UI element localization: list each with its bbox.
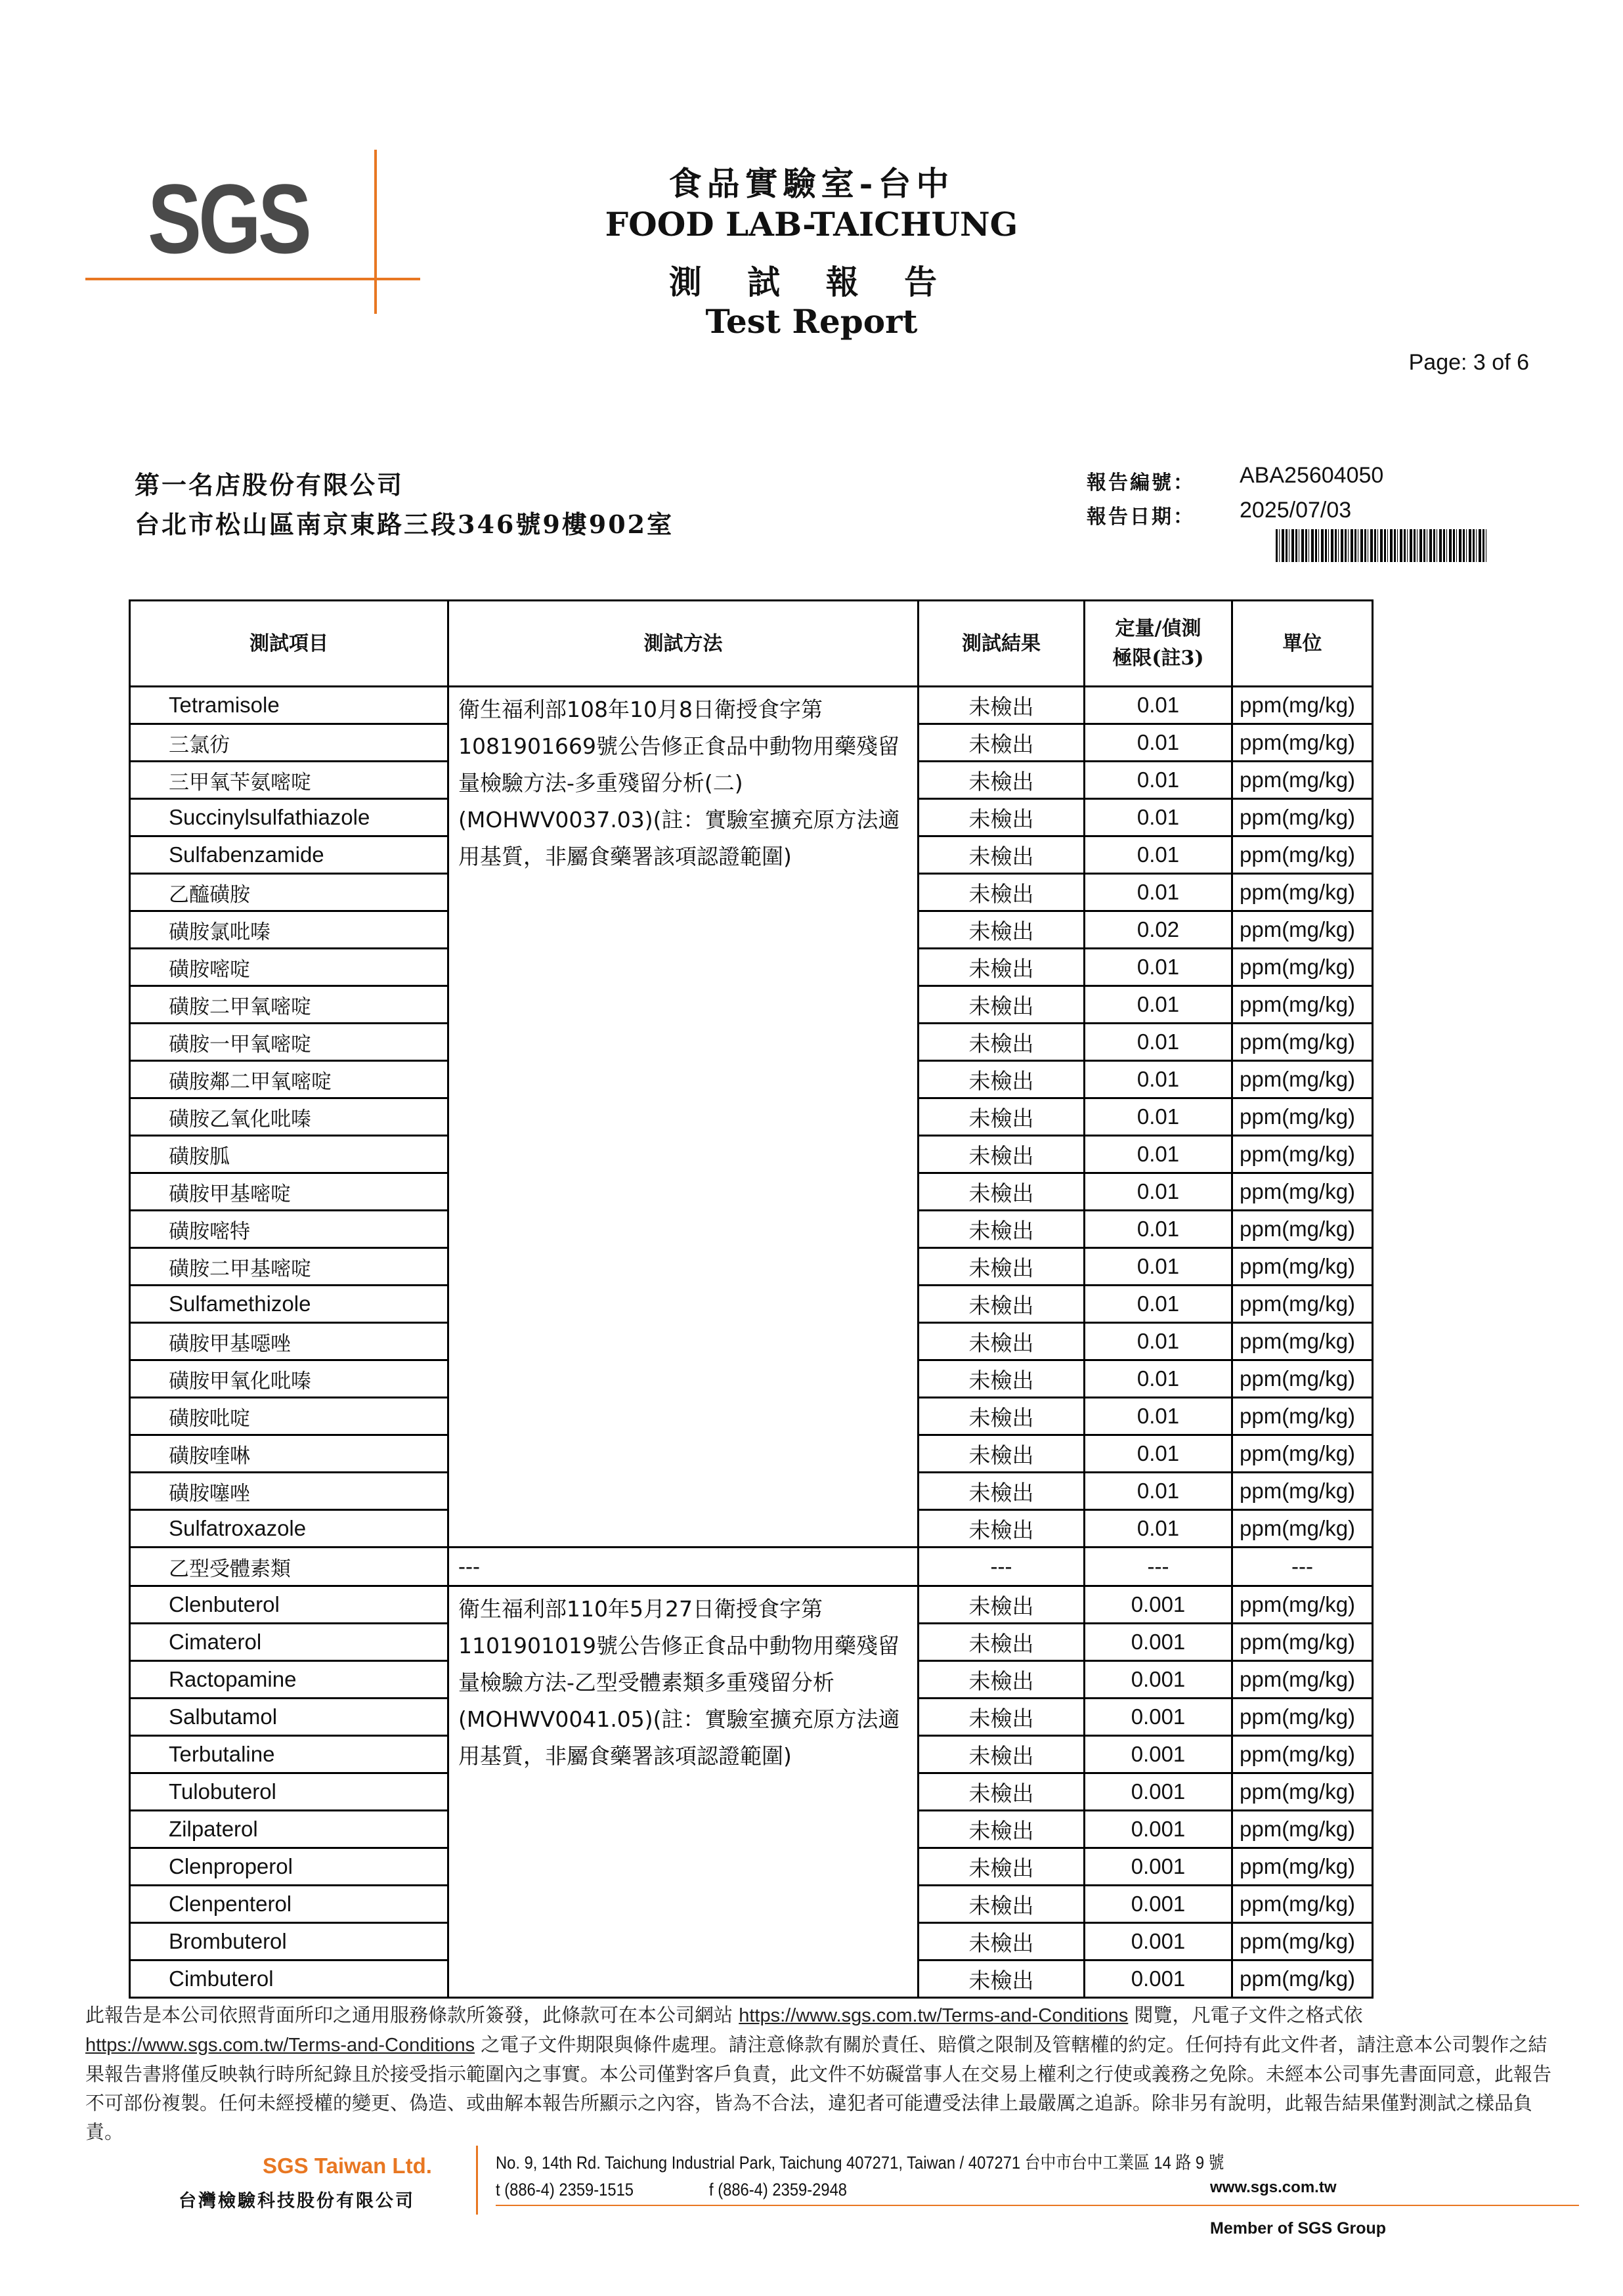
cell-result: 未檢出 [919,1286,1085,1323]
cell-result: 未檢出 [919,1886,1085,1923]
footer-telephone: t (886-4) 2359-1515 [496,2180,634,2199]
cell-unit: ppm(mg/kg) [1232,1510,1373,1548]
cell-limit: 0.01 [1085,1286,1232,1323]
cell-limit: 0.001 [1085,1661,1232,1699]
cell-unit: ppm(mg/kg) [1232,1473,1373,1510]
report-number-label: 報告編號： [1087,471,1195,494]
terms-link-2[interactable]: https://www.sgs.com.tw/Terms-and-Conditions [85,2035,475,2056]
cell-result: 未檢出 [919,1061,1085,1098]
cell-unit: ppm(mg/kg) [1232,986,1373,1024]
title-zh: 食品實驗室-台中 [668,164,955,203]
cell-item: Sulfamethizole [130,1286,448,1323]
cell-unit: ppm(mg/kg) [1232,1699,1373,1736]
cell-item: Clenproperol [130,1848,448,1886]
results-table [129,599,1374,1999]
cell-limit: 0.01 [1085,1473,1232,1510]
client-name: 第一名店股份有限公司 [135,470,404,500]
cell-limit: 0.02 [1085,911,1232,949]
cell-result: 未檢出 [919,1661,1085,1699]
cell-item: Sulfabenzamide [130,836,448,874]
cell-result: 未檢出 [919,799,1085,836]
cell-limit: 0.01 [1085,687,1232,724]
footer-company-en: SGS Taiwan Ltd. [263,2154,432,2178]
cell-item: Terbutaline [130,1736,448,1773]
cell-result: 未檢出 [919,949,1085,986]
table-header-row [130,601,1373,687]
cell-item: Succinylsulfathiazole [130,799,448,836]
header-unit: 單位 [1232,601,1373,687]
cell-result: 未檢出 [919,687,1085,724]
subtitle-zh: 測 試 報 告 [668,263,955,301]
disclaimer-text-2: 閱覽，凡電子文件之格式依 [1128,2004,1363,2026]
disclaimer-text-1: 此報告是本公司依照背面所印之通用服務條款所簽發，此條款可在本公司網站 [85,2004,739,2026]
cell-item: Clenpenterol [130,1886,448,1923]
cell-result: 未檢出 [919,1773,1085,1811]
cell-limit: 0.01 [1085,874,1232,911]
cell-result: 未檢出 [919,1811,1085,1848]
cell-result: --- [919,1548,1085,1586]
cell-limit: 0.001 [1085,1773,1232,1811]
cell-result: 未檢出 [919,1323,1085,1360]
cell-item: 磺胺甲基噁唑 [130,1323,448,1360]
footer-website[interactable]: www.sgs.com.tw [1210,2178,1337,2196]
disclaimer [85,2001,1556,2146]
cell-unit: ppm(mg/kg) [1232,1024,1373,1061]
cell-item: 磺胺鄰二甲氧嘧啶 [130,1061,448,1098]
cell-item: 磺胺甲氧化吡嗪 [130,1360,448,1398]
cell-result: 未檢出 [919,874,1085,911]
sgs-logo-text: SGS [148,163,309,274]
cell-result: 未檢出 [919,1510,1085,1548]
cell-result: 未檢出 [919,1624,1085,1661]
cell-item: 磺胺一甲氧嘧啶 [130,1024,448,1061]
cell-unit: ppm(mg/kg) [1232,799,1373,836]
cell-limit: 0.001 [1085,1960,1232,1998]
cell-unit: ppm(mg/kg) [1232,1661,1373,1699]
cell-unit: ppm(mg/kg) [1232,1886,1373,1923]
cell-limit: 0.001 [1085,1699,1232,1736]
cell-unit: ppm(mg/kg) [1232,1736,1373,1773]
cell-unit: ppm(mg/kg) [1232,1586,1373,1624]
cell-item: 磺胺二甲氧嘧啶 [130,986,448,1024]
cell-limit: 0.01 [1085,836,1232,874]
table-body [130,687,1373,1998]
cell-unit: ppm(mg/kg) [1232,762,1373,799]
cell-unit: ppm(mg/kg) [1232,911,1373,949]
client-address: 台北市松山區南京東路三段346號9樓902室 [135,509,674,539]
cell-limit: 0.01 [1085,1435,1232,1473]
cell-unit: ppm(mg/kg) [1232,874,1373,911]
cell-limit: 0.01 [1085,799,1232,836]
footer-rule [496,2205,1579,2206]
table-row [130,1586,1373,1624]
cell-unit: ppm(mg/kg) [1232,1848,1373,1886]
cell-unit: ppm(mg/kg) [1232,836,1373,874]
cell-limit: 0.01 [1085,1061,1232,1098]
cell-item: 乙型受體素類 [130,1548,448,1586]
cell-unit: ppm(mg/kg) [1232,1811,1373,1848]
cell-result: 未檢出 [919,986,1085,1024]
cell-unit: ppm(mg/kg) [1232,1624,1373,1661]
cell-unit: ppm(mg/kg) [1232,1360,1373,1398]
cell-item: 磺胺吡啶 [130,1398,448,1435]
header-item: 測試項目 [130,601,448,687]
cell-result: 未檢出 [919,724,1085,762]
cell-item: 乙醯磺胺 [130,874,448,911]
cell-unit: ppm(mg/kg) [1232,724,1373,762]
cell-limit: 0.01 [1085,724,1232,762]
cell-limit: 0.01 [1085,1510,1232,1548]
cell-item: 三甲氧苄氨嘧啶 [130,762,448,799]
cell-item: Ractopamine [130,1661,448,1699]
cell-result: 未檢出 [919,1211,1085,1248]
cell-limit: 0.001 [1085,1586,1232,1624]
cell-item: Sulfatroxazole [130,1510,448,1548]
cell-limit: 0.001 [1085,1624,1232,1661]
cell-limit: 0.01 [1085,1098,1232,1136]
cell-result: 未檢出 [919,1736,1085,1773]
cell-result: 未檢出 [919,1173,1085,1211]
cell-limit: 0.01 [1085,1173,1232,1211]
cell-item: 磺胺喹啉 [130,1435,448,1473]
terms-link-1[interactable]: https://www.sgs.com.tw/Terms-and-Conditions [739,2005,1129,2026]
cell-result: 未檢出 [919,1136,1085,1173]
cell-item: 磺胺嘧特 [130,1211,448,1248]
cell-result: 未檢出 [919,1473,1085,1510]
cell-item: Tetramisole [130,687,448,724]
cell-result: 未檢出 [919,1248,1085,1286]
cell-item: 三氯彷 [130,724,448,762]
cell-result: 未檢出 [919,762,1085,799]
cell-result: 未檢出 [919,836,1085,874]
cell-item: 磺胺乙氧化吡嗪 [130,1098,448,1136]
cell-method: --- [448,1548,919,1586]
report-number: ABA25604050 [1240,463,1384,488]
cell-result: 未檢出 [919,1923,1085,1960]
cell-item: Zilpaterol [130,1811,448,1848]
cell-unit: ppm(mg/kg) [1232,1286,1373,1323]
cell-limit: 0.001 [1085,1923,1232,1960]
header-result: 測試結果 [919,601,1085,687]
table-row [130,687,1373,724]
cell-limit: --- [1085,1548,1232,1586]
cell-limit: 0.001 [1085,1736,1232,1773]
cell-result: 未檢出 [919,1398,1085,1435]
cell-result: 未檢出 [919,1024,1085,1061]
cell-unit: ppm(mg/kg) [1232,1173,1373,1211]
cell-result: 未檢出 [919,1586,1085,1624]
cell-item: Cimaterol [130,1624,448,1661]
cell-unit: ppm(mg/kg) [1232,1061,1373,1098]
cell-item: 磺胺甲基嘧啶 [130,1173,448,1211]
cell-limit: 0.01 [1085,1248,1232,1286]
cell-item: Tulobuterol [130,1773,448,1811]
report-date: 2025/07/03 [1240,498,1352,523]
footer-member: Member of SGS Group [1210,2219,1387,2238]
subtitle-en: Test Report [705,302,918,341]
page-number: Page: 3 of 6 [1408,350,1529,375]
report-date-label: 報告日期： [1087,506,1195,529]
cell-limit: 0.01 [1085,1024,1232,1061]
cell-limit: 0.01 [1085,1360,1232,1398]
cell-unit: ppm(mg/kg) [1232,1960,1373,1998]
cell-item: Clenbuterol [130,1586,448,1624]
header-limit: 定量/偵測 極限(註3) [1085,601,1232,687]
footer-company-zh: 台灣檢驗科技股份有限公司 [179,2191,415,2211]
cell-limit: 0.01 [1085,1323,1232,1360]
cell-method: 衛生福利部108年10月8日衛授食字第1081901669號公告修正食品中動物用藥殘留量檢驗方法-多重殘留分析(二)(MOHWV0037.03)(註：實驗室擴充原方法適用基質，非屬食藥署該項認證範圍) [448,687,919,1548]
cell-limit: 0.01 [1085,1211,1232,1248]
header-method: 測試方法 [448,601,919,687]
cell-limit: 0.01 [1085,986,1232,1024]
cell-limit: 0.001 [1085,1848,1232,1886]
cell-unit: ppm(mg/kg) [1232,949,1373,986]
cell-unit: ppm(mg/kg) [1232,1211,1373,1248]
cell-limit: 0.01 [1085,1136,1232,1173]
cell-unit: ppm(mg/kg) [1232,1773,1373,1811]
cell-item: Brombuterol [130,1923,448,1960]
cell-limit: 0.01 [1085,1398,1232,1435]
cell-result: 未檢出 [919,1360,1085,1398]
title-en: FOOD LAB-TAICHUNG [605,205,1018,244]
cell-item: 磺胺二甲基嘧啶 [130,1248,448,1286]
cell-unit: ppm(mg/kg) [1232,1398,1373,1435]
barcode [1276,529,1488,562]
cell-item: 磺胺氯吡嗪 [130,911,448,949]
cell-result: 未檢出 [919,911,1085,949]
cell-unit: ppm(mg/kg) [1232,1923,1373,1960]
cell-result: 未檢出 [919,1960,1085,1998]
cell-limit: 0.01 [1085,949,1232,986]
cell-item: Salbutamol [130,1699,448,1736]
cell-item: 磺胺胍 [130,1136,448,1173]
cell-unit: ppm(mg/kg) [1232,1136,1373,1173]
cell-item: Cimbuterol [130,1960,448,1998]
cell-method: 衛生福利部110年5月27日衛授食字第1101901019號公告修正食品中動物用藥殘留量檢驗方法-乙型受體素類多重殘留分析(MOHWV0041.05)(註：實驗室擴充原方法適用基質，非屬食藥署該項認證範圍) [448,1586,919,1998]
cell-unit: ppm(mg/kg) [1232,1248,1373,1286]
footer-divider [476,2146,478,2215]
table-row [130,1548,1373,1586]
cell-unit: ppm(mg/kg) [1232,1435,1373,1473]
cell-limit: 0.001 [1085,1886,1232,1923]
cell-unit: --- [1232,1548,1373,1586]
cell-unit: ppm(mg/kg) [1232,1098,1373,1136]
footer-fax: f (886-4) 2359-2948 [709,2180,848,2199]
cell-item: 磺胺噻唑 [130,1473,448,1510]
cell-result: 未檢出 [919,1699,1085,1736]
cell-unit: ppm(mg/kg) [1232,1323,1373,1360]
cell-limit: 0.001 [1085,1811,1232,1848]
footer-address: No. 9, 14th Rd. Taichung Industrial Park, Taichung 407271, Taiwan / 407271 台中市台中工業區 14 路 9 號 [496,2153,1224,2173]
cell-result: 未檢出 [919,1435,1085,1473]
cell-result: 未檢出 [919,1848,1085,1886]
disclaimer-text-3: 之電子文件期限與條件處理。請注意條款有關於責任、賠償之限制及管轄權的約定。任何持有此文件者，請注意本公司製作之結果報告書將僅反映執行時所紀錄且於接受指示範圍內之事實。本公司僅對客戶負責，此文件不妨礙當事人在交易上權利之行使或義務之免除。未經本公司事先書面同意，此報告不可部份複製。任何未經授權的變更、偽造、或曲解本報告所顯示之內容，皆為不合法，違犯者可能遭受法律上最嚴厲之追訴。除非另有說明，此報告結果僅對測試之樣品負責。 [85,2033,1552,2143]
cell-result: 未檢出 [919,1098,1085,1136]
cell-item: 磺胺嘧啶 [130,949,448,986]
cell-limit: 0.01 [1085,762,1232,799]
cell-unit: ppm(mg/kg) [1232,687,1373,724]
